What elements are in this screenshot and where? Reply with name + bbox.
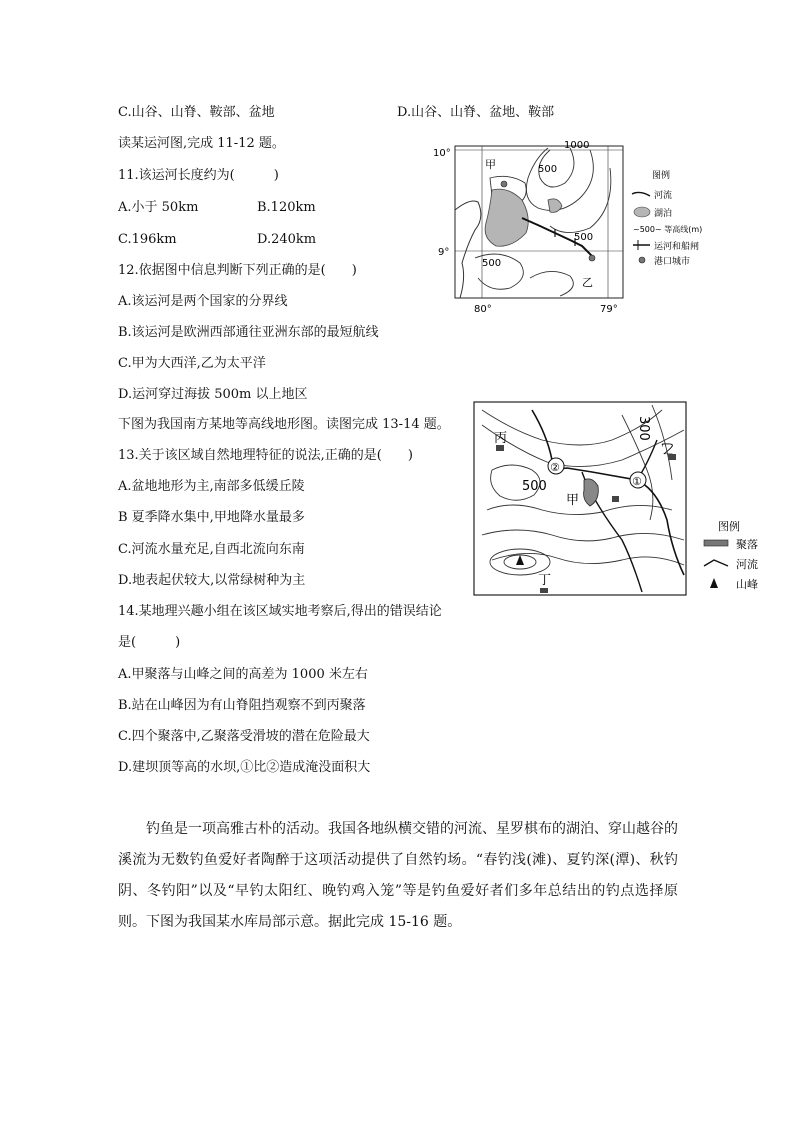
label-jia-2: 甲 xyxy=(566,493,580,508)
marker-1: ① xyxy=(632,475,642,488)
canal-map-legend xyxy=(632,169,702,267)
q11-option-a: A.小于 50km xyxy=(118,200,199,215)
label-ding: 丁 xyxy=(538,573,552,588)
q10-option-c: C.山谷、山脊、鞍部、盆地 xyxy=(118,105,275,120)
q11-option-b: B.120km xyxy=(257,200,316,215)
legend-lake: 湖泊 xyxy=(654,209,673,219)
legend-river-symbol-2 xyxy=(704,560,728,566)
legend-port: 港口城市 xyxy=(654,257,691,267)
legend-title: 图例 xyxy=(652,171,671,181)
lat-10-label: 10° xyxy=(433,148,451,159)
contour-500-label-b: 500 xyxy=(574,232,594,243)
intro-11-12: 读某运河图,完成 11-12 题。 xyxy=(118,136,285,151)
contour-map xyxy=(472,400,792,600)
q14-option-c: C.四个聚落中,乙聚落受滑坡的潜在危险最大 xyxy=(118,729,370,744)
q10-option-d: D.山谷、山脊、盆地、鞍部 xyxy=(397,105,555,120)
label-bing: 丙 xyxy=(494,431,508,446)
q11-option-d: D.240km xyxy=(257,232,317,247)
fishing-passage xyxy=(118,814,678,938)
q14-stem-1: 14.某地理兴趣小组在该区域实地考察后,得出的错误结论 xyxy=(118,604,442,619)
settlement-ding xyxy=(540,588,548,593)
q12-option-d: D.运河穿过海拔 500m 以上地区 xyxy=(118,387,308,402)
contour-map-legend xyxy=(704,519,758,591)
marker-2: ② xyxy=(550,461,560,474)
label-yi-rotated: 乙 xyxy=(660,440,674,455)
q12-option-c: C.甲为大西洋,乙为太平洋 xyxy=(118,356,266,371)
q13-option-d: D.地表起伏较大,以常绿树种为主 xyxy=(118,573,306,588)
legend-lake-symbol xyxy=(634,207,650,217)
lon-80-label: 80° xyxy=(474,304,492,315)
q13-option-b: B 夏季降水集中,甲地降水量最多 xyxy=(118,510,305,525)
legend-port-symbol xyxy=(639,257,645,263)
contour-1000-label: 1000 xyxy=(564,140,590,151)
legend-peak-icon xyxy=(710,578,718,588)
legend-river: 河流 xyxy=(654,191,673,201)
canal-map xyxy=(430,138,703,318)
q14-option-b: B.站在山峰因为有山脊阻挡观察不到丙聚落 xyxy=(118,698,366,713)
fishing-passage-text: 钓鱼是一项高雅古朴的活动。我国各地纵横交错的河流、星罗棋布的湖泊、穿山越谷的溪流为无数钓鱼爱好者陶醉于这项活动提供了自然钓场。“春钓浅(滩)、夏钓深(潭)、秋钓阴、冬钓阳”以及“早钓太阳红、晚钓鸡入笼”等是钓鱼爱好者们多年总结出的钓点选择原则。下图为我国某水库局部示意。据此完成 15-16 题。 xyxy=(118,821,678,930)
label-yi: 乙 xyxy=(582,276,593,289)
q14-option-d: D.建坝顶等高的水坝,①比②造成淹没面积大 xyxy=(118,760,371,775)
contour-300-label: 300 xyxy=(636,416,651,441)
lon-79-label: 79° xyxy=(600,304,618,315)
contour-500-label-a: 500 xyxy=(538,164,558,175)
q14-stem-2: 是( ) xyxy=(118,635,181,650)
legend-peak: 山峰 xyxy=(736,578,758,591)
contour-500-label: 500 xyxy=(522,479,547,494)
q11-option-c: C.196km xyxy=(118,232,177,247)
q13-stem: 13.关于该区域自然地理特征的说法,正确的是( ) xyxy=(118,448,413,463)
q13-option-a: A.盆地地形为主,南部多低缓丘陵 xyxy=(118,479,305,494)
legend-river-symbol xyxy=(632,192,650,196)
intro-13-14: 下图为我国南方某地等高线地形图。读图完成 13-14 题。 xyxy=(118,417,450,432)
legend-settlement-symbol xyxy=(704,540,728,546)
q12-stem: 12.依据图中信息判断下列正确的是( ) xyxy=(118,263,357,278)
contour-500-label-c: 500 xyxy=(482,258,502,269)
legend-settlement: 聚落 xyxy=(736,538,758,551)
q12-option-a: A.该运河是两个国家的分界线 xyxy=(118,294,288,309)
lat-9-label: 9° xyxy=(438,247,450,258)
label-jia: 甲 xyxy=(485,158,496,171)
q14-option-a: A.甲聚落与山峰之间的高差为 1000 米左右 xyxy=(118,667,368,682)
legend-river-2: 河流 xyxy=(736,558,758,571)
q12-option-b: B.该运河是欧洲西部通往亚洲东部的最短航线 xyxy=(118,325,379,340)
legend-canal: 运河和船闸 xyxy=(654,242,700,252)
legend-title-2: 图例 xyxy=(718,520,740,533)
q13-option-c: C.河流水量充足,自西北流向东南 xyxy=(118,542,305,557)
legend-contour: ~500~ 等高线(m) xyxy=(633,225,703,234)
q11-stem: 11.该运河长度约为( ) xyxy=(118,168,279,183)
